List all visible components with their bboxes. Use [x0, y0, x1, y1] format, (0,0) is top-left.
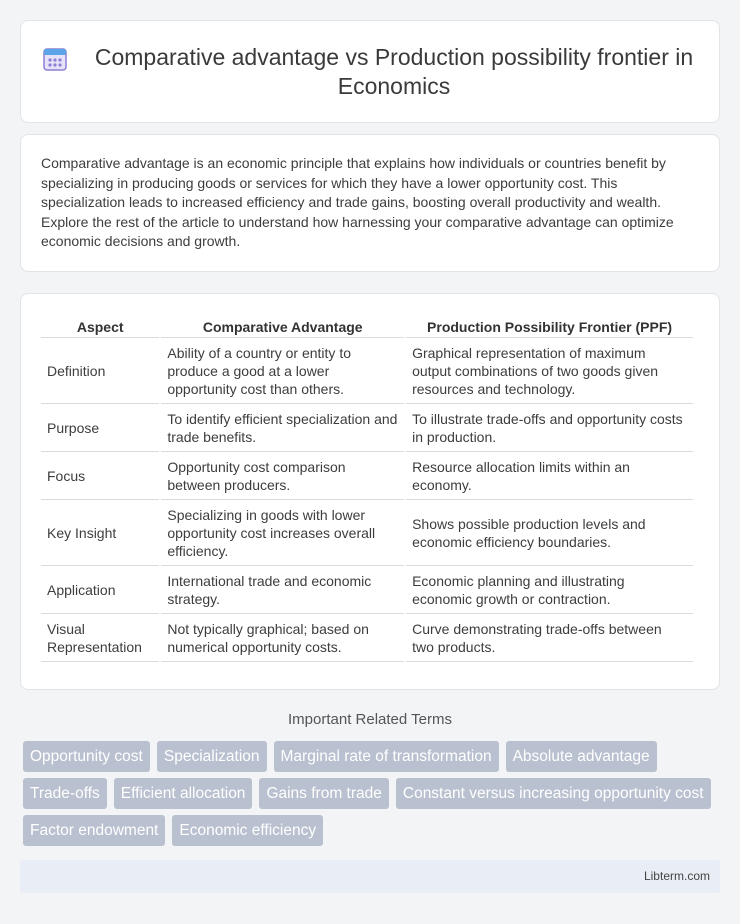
page-title: Comparative advantage vs Production possibility frontier in Economics [94, 43, 694, 99]
row-ppf: To illustrate trade-offs and opportunity costs in production. [406, 406, 693, 452]
term-tag[interactable]: Trade-offs [23, 778, 107, 809]
row-aspect: Key Insight [41, 502, 159, 566]
row-ppf: Shows possible production levels and economic efficiency boundaries. [406, 502, 693, 566]
term-tag[interactable]: Economic efficiency [172, 815, 323, 846]
term-tag[interactable]: Efficient allocation [114, 778, 253, 809]
row-ppf: Economic planning and illustrating economic growth or contraction. [406, 568, 693, 614]
term-tag[interactable]: Opportunity cost [23, 741, 150, 772]
term-tag[interactable]: Specialization [157, 741, 267, 772]
table-row [41, 454, 693, 500]
table-header-row [41, 316, 693, 338]
related-terms-heading: Important Related Terms [288, 711, 452, 728]
comparison-table-card [20, 293, 720, 690]
header-aspect: Aspect [41, 316, 159, 338]
term-tag[interactable]: Factor endowment [23, 815, 165, 846]
term-tag[interactable]: Absolute advantage [506, 741, 657, 772]
row-comparative-advantage: International trade and economic strategy. [161, 568, 404, 614]
row-comparative-advantage: Not typically graphical; based on numerical opportunity costs. [161, 616, 404, 662]
row-ppf: Resource allocation limits within an economy. [406, 454, 693, 500]
header-ppf: Production Possibility Frontier (PPF) [406, 316, 693, 338]
row-aspect: Focus [41, 454, 159, 500]
row-comparative-advantage: Opportunity cost comparison between producers. [161, 454, 404, 500]
header-comparative-advantage: Comparative Advantage [161, 316, 404, 338]
row-aspect: Visual Representation [41, 616, 159, 662]
row-aspect: Application [41, 568, 159, 614]
term-tag[interactable]: Constant versus increasing opportunity cost [396, 778, 711, 809]
term-tag[interactable]: Gains from trade [259, 778, 388, 809]
row-aspect: Definition [41, 340, 159, 404]
intro-card [20, 134, 720, 272]
row-ppf: Graphical representation of maximum output combinations of two goods given resources and technology. [406, 340, 693, 404]
row-ppf: Curve demonstrating trade-offs between two products. [406, 616, 693, 662]
footer [20, 860, 720, 893]
row-comparative-advantage: Specializing in goods with lower opportunity cost increases overall efficiency. [161, 502, 404, 566]
table-row [41, 616, 693, 662]
table-row [41, 568, 693, 614]
title-wrap [41, 43, 699, 101]
comparison-table [39, 314, 695, 664]
title-card [20, 20, 720, 123]
term-tag[interactable]: Marginal rate of transformation [274, 741, 499, 772]
row-comparative-advantage: Ability of a country or entity to produce a good at a lower opportunity cost than others. [161, 340, 404, 404]
table-row [41, 406, 693, 452]
footer-site-link[interactable]: Libterm.com [643, 869, 710, 883]
table-row [41, 502, 693, 566]
table-row [41, 340, 693, 404]
calendar-icon [41, 45, 69, 73]
intro-paragraph: Comparative advantage is an economic principle that explains how individuals or countries benefit by specializing in producing goods or services for which they have a lower opportunity cost. This specialization leads to increased efficiency and trade gains, boosting overall productivity and wealth. Explore the rest of the article to understand how harnessing your comparative advantage can optimize economic decisions and growth. [41, 155, 674, 250]
related-terms-list [20, 741, 720, 852]
row-comparative-advantage: To identify efficient specialization and trade benefits. [161, 406, 404, 452]
row-aspect: Purpose [41, 406, 159, 452]
